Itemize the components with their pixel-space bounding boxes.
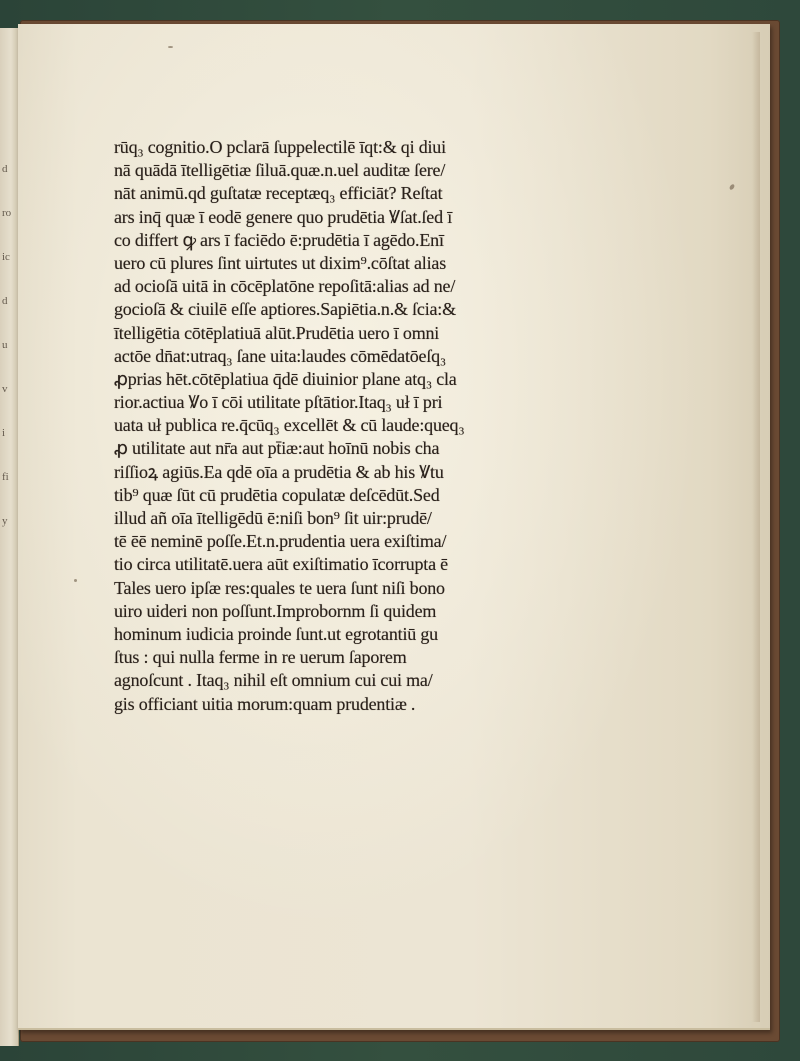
text-line: ſtus : qui nulla ferme in re uerum ſaporem	[114, 647, 407, 668]
text-line: Tales uero ipſæ res:quales te uera ſunt niſi bono	[114, 577, 445, 598]
text-line: riſſioꝝ agiūs.Ea qdē oīa a prudētia & ab his Ꝟtu	[114, 461, 444, 482]
text-line: uata uł publica re.q̄cūq₃ excellēt & cū laude:queq₃	[114, 415, 465, 436]
previous-leaf-edge	[0, 28, 19, 1046]
text-line: hominum iudicia proinde ſunt.ut egrotantiū gu	[114, 623, 438, 644]
text-line: ītelligētia cōtēplatiuā alūt.Prudētia uero ī omni	[114, 322, 440, 343]
text-line: nā quādā ītelligētiæ ſiluā.quæ.n.uel auditæ ſere/	[114, 160, 446, 181]
text-line: tio circa utilitatē.uera aūt exiſtimatio īcorrupta ē	[114, 554, 448, 575]
text-line: ars inq̄ quæ ī eodē genere quo prudētia Ꝟſat.ſed ī	[114, 206, 453, 227]
text-block	[114, 136, 534, 716]
text-line: nāt animū.qd guſtatæ receptæq₃ efficiāt? Reſtat	[114, 183, 443, 204]
text-line: gis officiant uitia morum:quam prudentiæ .	[114, 693, 416, 714]
text-line: uero cū plures ſint uirtutes ut dixim⁹.cōſtat alias	[114, 252, 447, 273]
text-line: agnoſcunt . Itaq₃ nihil eſt omnium cui cui ma/	[114, 670, 433, 691]
text-line: rūq₃ cognitio.O pclarā ſuppelectilē īqt:& qi diui	[114, 137, 446, 157]
text-line: co differt ꝙ ars ī faciēdo ē:prudētia ī agēdo.Enī	[114, 229, 444, 250]
text-line: uiro uideri non poſſunt.Improbornm ſi quidem	[114, 600, 437, 621]
ink-speck	[729, 183, 736, 190]
text-line: actōe dn̄at:utraq₃ ſane uita:laudes cōmēdatōeſq₃	[114, 345, 447, 366]
text-line: ꝓprias hēt.cōtēplatiua q̄dē diuinior plane atq₃ cla	[114, 368, 457, 389]
ink-speck	[74, 579, 77, 582]
text-line: gocioſā & ciuilē eſſe aptiores.Sapiētia.n.& ſcia:&	[114, 299, 456, 320]
previous-leaf-marks: d ro ic d u v i fi y	[2, 163, 12, 527]
text-line: tib⁹ quæ ſūt cū prudētia copulatæ deſcēdūt.Sed	[114, 484, 440, 505]
text-line: ad ocioſā uitā in cōcēplatōne repoſitā:alias ad ne/	[114, 276, 456, 297]
text-line: illud añ oīa ītelligēdū ē:niſi bon⁹ ſit uir:prudē/	[114, 508, 432, 528]
text-line: tē ēē neminē poſſe.Et.n.prudentia uera exiſtima/	[114, 531, 447, 552]
text-line: ꝓ utilitate aut nr̄a aut pt̄iæ:aut hoīnū nobis cha	[114, 438, 440, 459]
text-line: rior.actiua Ꝟo ī cōi utilitate pſtātior.Itaq₃ uł ī pri	[114, 392, 443, 413]
book-page	[18, 24, 770, 1030]
ink-speck	[168, 46, 173, 48]
page-edge-shadow	[752, 32, 760, 1022]
